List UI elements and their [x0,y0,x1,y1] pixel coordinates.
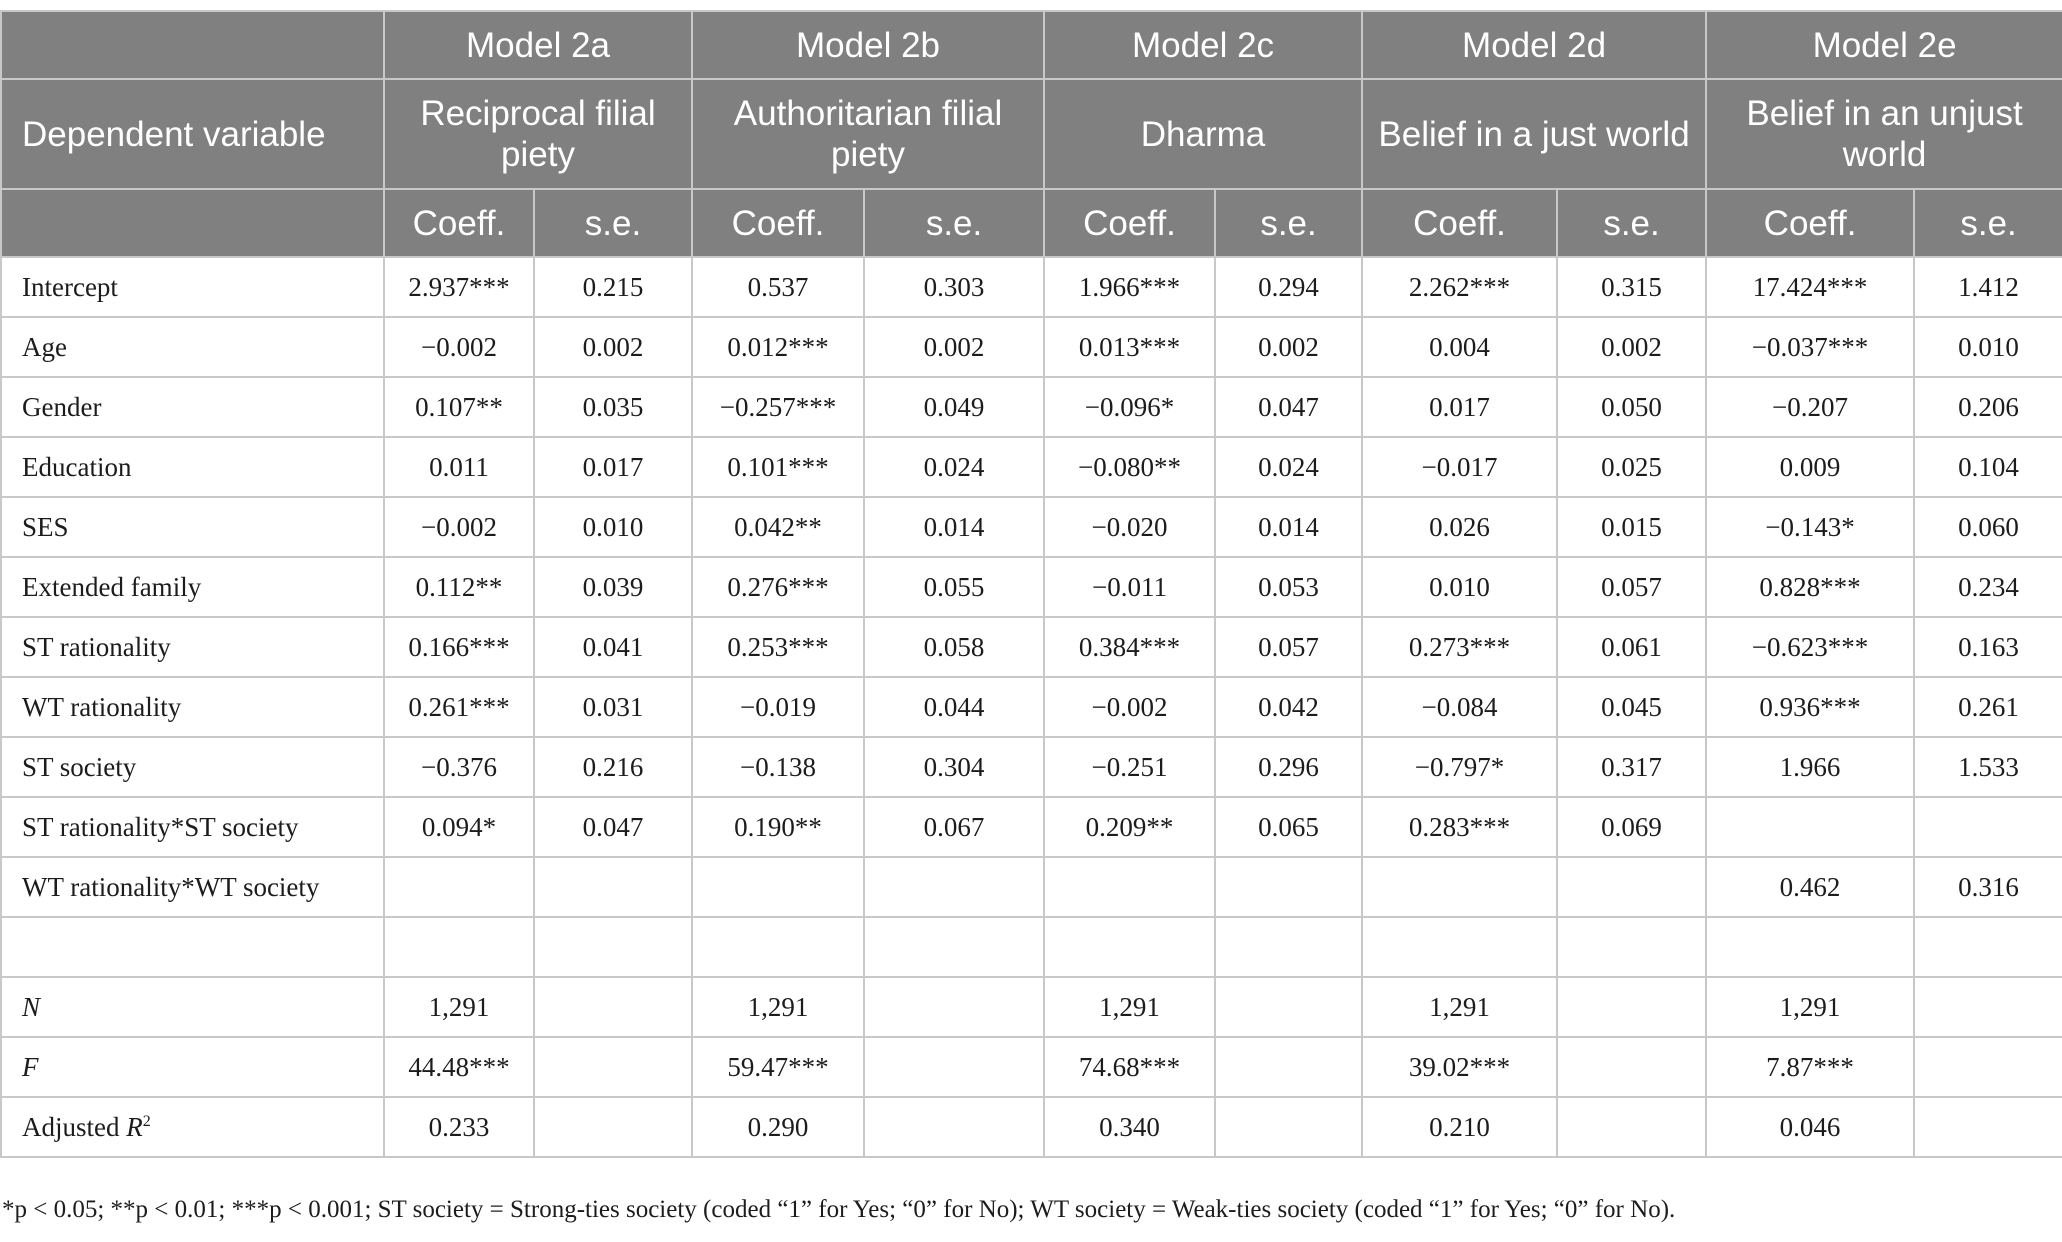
coeff-cell: 0.012*** [692,317,864,377]
stats-empty-cell [864,977,1044,1037]
se-cell: 0.315 [1557,257,1706,317]
coeff-header: Coeff. [1362,189,1557,257]
se-cell: 0.025 [1557,437,1706,497]
table-row [1,497,2062,557]
se-cell: 0.044 [864,677,1044,737]
se-cell: 0.261 [1914,677,2062,737]
se-cell: 0.058 [864,617,1044,677]
coeff-cell [1362,917,1557,977]
stats-empty-cell [1914,977,2062,1037]
se-cell: 0.065 [1215,797,1362,857]
stats-empty-cell [534,1037,692,1097]
se-cell: 0.234 [1914,557,2062,617]
se-cell: 0.215 [534,257,692,317]
coeff-cell: 0.276*** [692,557,864,617]
se-cell: 0.002 [534,317,692,377]
stats-empty-cell [864,1097,1044,1157]
coeff-cell: 0.101*** [692,437,864,497]
se-cell [864,917,1044,977]
coeff-cell: −0.084 [1362,677,1557,737]
row-label: ST rationality [1,617,384,677]
coeff-cell: −0.257*** [692,377,864,437]
regression-table [0,10,2062,1158]
stats-label: N [1,977,384,1037]
stats-empty-cell [534,977,692,1037]
se-cell: 0.010 [1914,317,2062,377]
se-cell: 0.294 [1215,257,1362,317]
model-header-row [1,11,2062,79]
row-label: Gender [1,377,384,437]
table-row [1,857,2062,917]
stats-empty-cell [1215,1097,1362,1157]
coeff-cell: 0.273*** [1362,617,1557,677]
stats-value-cell: 59.47*** [692,1037,864,1097]
stats-value-cell: 0.233 [384,1097,534,1157]
coeff-cell: 0.936*** [1706,677,1914,737]
dependent-variable-label: Dependent variable [1,79,384,189]
coeff-cell: 2.262*** [1362,257,1557,317]
se-cell: 0.024 [864,437,1044,497]
model-header: Model 2d [1362,11,1706,79]
row-label: Education [1,437,384,497]
stats-row [1,977,2062,1037]
coeff-cell [1706,917,1914,977]
se-cell: 0.045 [1557,677,1706,737]
stats-value-cell: 7.87*** [1706,1037,1914,1097]
coeff-cell: 0.828*** [1706,557,1914,617]
coeff-cell: −0.002 [384,317,534,377]
dependent-variable-name: Reciprocal filial piety [384,79,692,189]
coeff-cell: −0.037*** [1706,317,1914,377]
table-row [1,377,2062,437]
coeff-cell: 0.017 [1362,377,1557,437]
subheader-blank [1,189,384,257]
coeff-cell: 0.261*** [384,677,534,737]
se-cell: 0.057 [1215,617,1362,677]
model-header: Model 2a [384,11,692,79]
row-label: WT rationality*WT society [1,857,384,917]
se-cell: 1.533 [1914,737,2062,797]
coeff-cell: 1.966 [1706,737,1914,797]
coeff-cell: 0.166*** [384,617,534,677]
se-header: s.e. [1557,189,1706,257]
se-cell: 0.017 [534,437,692,497]
coeff-cell: −0.002 [1044,677,1215,737]
se-cell [1215,857,1362,917]
se-cell: 0.047 [1215,377,1362,437]
se-cell: 0.035 [534,377,692,437]
se-cell [864,857,1044,917]
se-cell: 0.067 [864,797,1044,857]
table-row [1,557,2062,617]
se-cell: 0.049 [864,377,1044,437]
row-label [1,917,384,977]
coeff-cell: −0.207 [1706,377,1914,437]
row-label: Age [1,317,384,377]
se-cell: 0.304 [864,737,1044,797]
stats-value-cell: 1,291 [692,977,864,1037]
coeff-cell: 0.042** [692,497,864,557]
coeff-cell [1706,797,1914,857]
coeff-cell: 0.112** [384,557,534,617]
stats-value-cell: 0.290 [692,1097,864,1157]
se-cell: 0.060 [1914,497,2062,557]
se-cell: 0.317 [1557,737,1706,797]
coeff-cell [384,917,534,977]
coeff-cell [1044,857,1215,917]
table-header [1,11,2062,257]
stats-value-cell: 1,291 [384,977,534,1037]
se-cell: 0.015 [1557,497,1706,557]
coeff-cell: 0.094* [384,797,534,857]
coeff-cell: −0.020 [1044,497,1215,557]
se-cell: 0.039 [534,557,692,617]
stats-label: F [1,1037,384,1097]
coeff-cell: 0.004 [1362,317,1557,377]
se-cell: 0.050 [1557,377,1706,437]
column-subheader-row [1,189,2062,257]
dependent-variable-name: Authoritarian filial piety [692,79,1044,189]
coeff-cell: 0.190** [692,797,864,857]
stats-value-cell: 1,291 [1044,977,1215,1037]
se-cell: 0.061 [1557,617,1706,677]
coeff-cell: −0.011 [1044,557,1215,617]
dependent-variable-name: Dharma [1044,79,1362,189]
se-cell [1557,917,1706,977]
table-footnote: *p < 0.05; **p < 0.01; ***p < 0.001; ST society = Strong-ties society (coded “1” for Yes; “0” for No); WT society = Weak-ties society (coded “1” for Yes; “0” for No). [2,1196,1676,1223]
table-row [1,737,2062,797]
se-cell [1557,857,1706,917]
se-header: s.e. [864,189,1044,257]
stats-empty-cell [864,1037,1044,1097]
stats-value-cell: 0.340 [1044,1097,1215,1157]
coeff-cell: −0.002 [384,497,534,557]
stats-value-cell: 1,291 [1362,977,1557,1037]
stats-empty-cell [1914,1097,2062,1157]
stats-label [1,1097,384,1157]
coeff-cell [384,857,534,917]
stats-empty-cell [1215,1037,1362,1097]
coeff-cell [1044,917,1215,977]
stats-empty-cell [1557,977,1706,1037]
se-header: s.e. [1215,189,1362,257]
coeff-header: Coeff. [384,189,534,257]
stats-value-cell: 1,291 [1706,977,1914,1037]
se-cell: 0.303 [864,257,1044,317]
stats-value-cell: 0.210 [1362,1097,1557,1157]
se-cell [1215,917,1362,977]
se-cell: 0.014 [864,497,1044,557]
model-header: Model 2b [692,11,1044,79]
se-cell [534,857,692,917]
stats-empty-cell [1914,1037,2062,1097]
se-cell: 0.206 [1914,377,2062,437]
table-row [1,437,2062,497]
coeff-cell [692,917,864,977]
coeff-cell: 0.462 [1706,857,1914,917]
coeff-cell: −0.797* [1362,737,1557,797]
coeff-cell: −0.143* [1706,497,1914,557]
se-cell: 0.053 [1215,557,1362,617]
coeff-cell: 0.283*** [1362,797,1557,857]
stats-value-cell: 39.02*** [1362,1037,1557,1097]
row-label: ST society [1,737,384,797]
row-label: ST rationality*ST society [1,797,384,857]
se-cell: 0.163 [1914,617,2062,677]
coeff-cell: −0.138 [692,737,864,797]
coeff-cell: −0.096* [1044,377,1215,437]
coeff-cell: 0.107** [384,377,534,437]
stats-label-text: Adjusted [22,1111,127,1142]
coeff-cell: 0.013*** [1044,317,1215,377]
stats-value-cell: 44.48*** [384,1037,534,1097]
table-row [1,317,2062,377]
stats-value-cell: 0.046 [1706,1097,1914,1157]
coeff-cell: 0.010 [1362,557,1557,617]
coeff-cell: 0.009 [1706,437,1914,497]
se-cell: 0.002 [1557,317,1706,377]
se-cell: 0.057 [1557,557,1706,617]
row-label: Intercept [1,257,384,317]
row-label: Extended family [1,557,384,617]
model-header: Model 2e [1706,11,2062,79]
se-cell: 0.047 [534,797,692,857]
coeff-cell: 0.384*** [1044,617,1215,677]
se-cell [1914,797,2062,857]
se-cell: 0.041 [534,617,692,677]
coeff-cell [1362,857,1557,917]
dependent-variable-row [1,79,2062,189]
stats-label-superscript: 2 [142,1112,151,1130]
table-row [1,257,2062,317]
se-cell: 0.042 [1215,677,1362,737]
corner-cell [1,11,384,79]
coeff-cell: −0.080** [1044,437,1215,497]
se-cell: 0.014 [1215,497,1362,557]
coeff-cell: −0.019 [692,677,864,737]
stats-empty-cell [1557,1037,1706,1097]
coeff-cell: −0.017 [1362,437,1557,497]
se-cell: 0.010 [534,497,692,557]
se-cell [1914,917,2062,977]
table-row [1,617,2062,677]
stats-empty-cell [1557,1097,1706,1157]
se-cell: 0.104 [1914,437,2062,497]
stats-row [1,1097,2062,1157]
coeff-cell: 0.026 [1362,497,1557,557]
coeff-cell: −0.376 [384,737,534,797]
coeff-header: Coeff. [1044,189,1215,257]
coeff-cell: 2.937*** [384,257,534,317]
stats-row [1,1037,2062,1097]
stats-label-symbol: R [126,1111,143,1142]
row-label: SES [1,497,384,557]
se-header: s.e. [534,189,692,257]
se-cell: 0.316 [1914,857,2062,917]
se-cell: 0.002 [1215,317,1362,377]
coeff-cell: 17.424*** [1706,257,1914,317]
se-cell [534,917,692,977]
stats-value-cell: 74.68*** [1044,1037,1215,1097]
table-body [1,257,2062,1157]
stats-empty-cell [534,1097,692,1157]
se-cell: 0.031 [534,677,692,737]
coeff-cell: 0.537 [692,257,864,317]
se-cell: 0.055 [864,557,1044,617]
coeff-cell: 0.209** [1044,797,1215,857]
coeff-cell: −0.251 [1044,737,1215,797]
coeff-cell: 0.253*** [692,617,864,677]
coeff-header: Coeff. [1706,189,1914,257]
se-cell: 0.002 [864,317,1044,377]
coeff-cell: 0.011 [384,437,534,497]
dependent-variable-name: Belief in a just world [1362,79,1706,189]
stats-empty-cell [1215,977,1362,1037]
se-cell: 1.412 [1914,257,2062,317]
row-label: WT rationality [1,677,384,737]
coeff-cell: 1.966*** [1044,257,1215,317]
table-row [1,797,2062,857]
se-cell: 0.069 [1557,797,1706,857]
dependent-variable-name: Belief in an unjust world [1706,79,2062,189]
table-row [1,917,2062,977]
coeff-cell: −0.623*** [1706,617,1914,677]
model-header: Model 2c [1044,11,1362,79]
se-header: s.e. [1914,189,2062,257]
coeff-header: Coeff. [692,189,864,257]
se-cell: 0.024 [1215,437,1362,497]
se-cell: 0.296 [1215,737,1362,797]
se-cell: 0.216 [534,737,692,797]
table-row [1,677,2062,737]
coeff-cell [692,857,864,917]
